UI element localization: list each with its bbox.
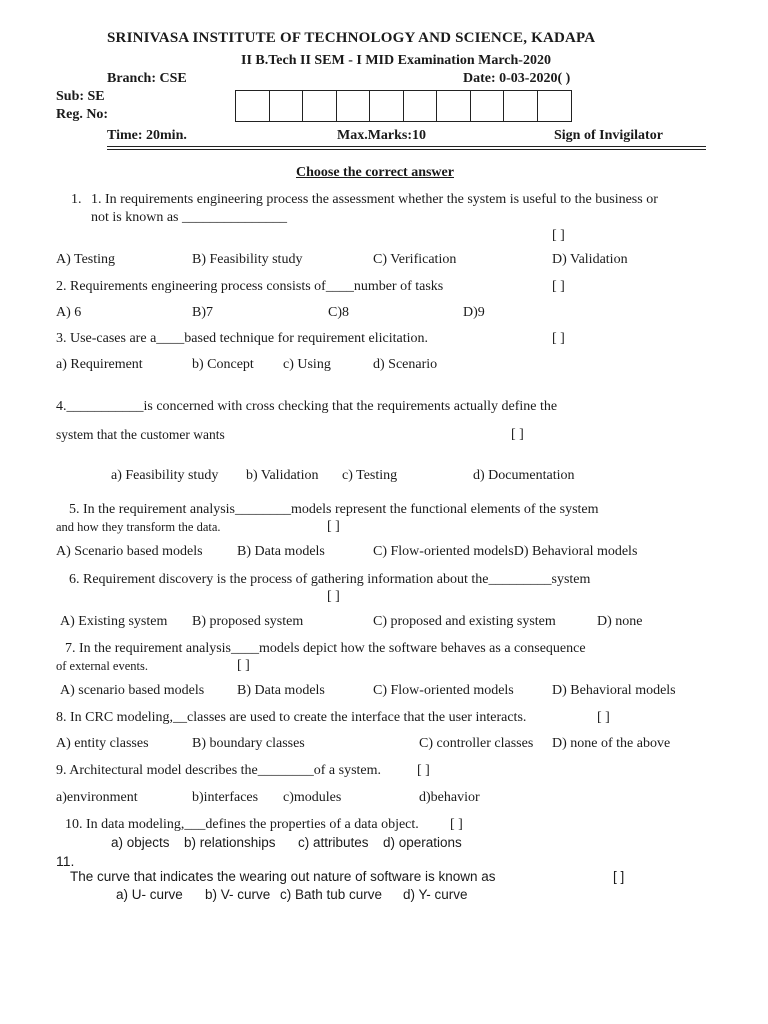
q8-answer-bracket[interactable]: [ ] (597, 710, 610, 725)
q4-text-line1: 4.___________is concerned with cross checking that the requirements actually define the (56, 399, 558, 414)
q8-option-a: A) entity classes (56, 736, 149, 751)
q11-option-d: d) Y- curve (403, 887, 468, 902)
q8-option-b: B) boundary classes (192, 736, 305, 751)
reg-box[interactable] (270, 91, 304, 121)
q5-answer-bracket[interactable]: [ ] (327, 519, 340, 534)
q5-option-a: A) Scenario based models (56, 544, 203, 559)
q6-option-d: D) none (597, 614, 643, 629)
q9-answer-bracket[interactable]: [ ] (417, 763, 430, 778)
q5-option-c: C) Flow-oriented modelsD) Behavioral models (373, 544, 638, 559)
exam-title: II B.Tech II SEM - I MID Examination March-2020 (241, 53, 551, 68)
q3-option-d: d) Scenario (373, 357, 438, 372)
institute-title: SRINIVASA INSTITUTE OF TECHNOLOGY AND SCIENCE, KADAPA (107, 30, 596, 46)
time-label: Time: 20min. (107, 128, 187, 143)
reg-no-boxes[interactable] (235, 90, 572, 122)
q3-text: 3. Use-cases are a____based technique for requirement elicitation. (56, 331, 429, 346)
max-marks-label: Max.Marks:10 (337, 128, 427, 143)
reg-no-label: Reg. No: (56, 107, 109, 122)
q11-option-a: a) U- curve (116, 887, 183, 902)
q1-answer-bracket[interactable]: [ ] (552, 228, 565, 243)
q2-option-b: B)7 (192, 305, 213, 320)
q1-text-line2: not is known as _______________ (91, 210, 287, 225)
q10-option-b: b) relationships (184, 835, 276, 850)
reg-box[interactable] (303, 91, 337, 121)
q9-option-c: c)modules (283, 790, 342, 805)
reg-box[interactable] (236, 91, 270, 121)
q1-text-line1: 1. In requirements engineering process the assessment whether the system is useful to the business or (91, 192, 658, 207)
q5-text-line2: and how they transform the data. (56, 520, 221, 534)
date-label: Date: 0-03-2020( ) (463, 71, 571, 86)
q11-option-b: b) V- curve (205, 887, 271, 902)
q4-option-b: b) Validation (246, 468, 319, 483)
q6-text: 6. Requirement discovery is the process of gathering information about the_________system (69, 572, 591, 587)
q8-option-d: D) none of the above (552, 736, 671, 751)
q2-option-c: C)8 (328, 305, 349, 320)
q2-option-a: A) 6 (56, 305, 82, 320)
q3-option-a: a) Requirement (56, 357, 143, 372)
q4-option-c: c) Testing (342, 468, 398, 483)
q11-option-c: c) Bath tub curve (280, 887, 383, 902)
q6-option-c: C) proposed and existing system (373, 614, 556, 629)
reg-box[interactable] (538, 91, 572, 121)
q7-option-c: C) Flow-oriented models (373, 683, 514, 698)
q2-option-d: D)9 (463, 305, 485, 320)
q7-option-b: B) Data models (237, 683, 325, 698)
subject-label: Sub: SE (56, 89, 105, 104)
q3-option-b: b) Concept (192, 357, 254, 372)
q6-option-a: A) Existing system (60, 614, 168, 629)
q10-option-c: c) attributes (298, 835, 369, 850)
q7-option-d: D) Behavioral models (552, 683, 676, 698)
branch-label: Branch: CSE (107, 71, 187, 86)
q1-option-c: C) Verification (373, 252, 457, 267)
header-rule-bottom (107, 149, 706, 150)
q4-answer-bracket[interactable]: [ ] (511, 427, 524, 442)
q4-text-line2: system that the customer wants (56, 427, 225, 442)
instruction-heading: Choose the correct answer (296, 165, 454, 180)
q7-answer-bracket[interactable]: [ ] (237, 658, 250, 673)
q8-option-c: C) controller classes (419, 736, 534, 751)
q2-text: 2. Requirements engineering process consists of____number of tasks (56, 279, 444, 294)
reg-box[interactable] (337, 91, 371, 121)
q7-option-a: A) scenario based models (60, 683, 205, 698)
q7-text-line2: of external events. (56, 659, 148, 673)
reg-box[interactable] (404, 91, 438, 121)
q6-option-b: B) proposed system (192, 614, 304, 629)
q7-text-line1: 7. In the requirement analysis____models depict how the software behaves as a consequence (65, 641, 586, 656)
reg-box[interactable] (370, 91, 404, 121)
reg-box[interactable] (437, 91, 471, 121)
reg-box[interactable] (471, 91, 505, 121)
reg-box[interactable] (504, 91, 538, 121)
q6-answer-bracket[interactable]: [ ] (327, 589, 340, 604)
q3-option-c: c) Using (283, 357, 331, 372)
q10-option-d: d) operations (383, 835, 462, 850)
q9-option-a: a)environment (56, 790, 138, 805)
header-rule-top (107, 146, 706, 147)
q10-text: 10. In data modeling,___defines the properties of a data object. (65, 817, 419, 832)
q9-option-d: d)behavior (419, 790, 480, 805)
q5-text-line1: 5. In the requirement analysis________models represent the functional elements of the system (69, 502, 599, 517)
q2-answer-bracket[interactable]: [ ] (552, 279, 565, 294)
q4-option-d: d) Documentation (473, 468, 575, 483)
q11-answer-bracket[interactable]: [ ] (613, 869, 625, 884)
q1-option-d: D) Validation (552, 252, 628, 267)
q1-option-a: A) Testing (56, 252, 116, 267)
q11-number: 11. (56, 853, 75, 869)
q9-option-b: b)interfaces (192, 790, 259, 805)
q9-text: 9. Architectural model describes the________of a system. (56, 763, 382, 778)
q10-answer-bracket[interactable]: [ ] (450, 817, 463, 832)
q4-option-a: a) Feasibility study (111, 468, 219, 483)
q1-number: 1. (71, 192, 82, 207)
q10-option-a: a) objects (111, 835, 170, 850)
q3-answer-bracket[interactable]: [ ] (552, 331, 565, 346)
q11-text: The curve that indicates the wearing out nature of software is known as (70, 869, 496, 884)
q8-text: 8. In CRC modeling,__classes are used to create the interface that the user interacts. (56, 710, 527, 725)
invigilator-label: Sign of Invigilator (554, 128, 663, 143)
q5-option-b: B) Data models (237, 544, 325, 559)
q1-option-b: B) Feasibility study (192, 252, 303, 267)
